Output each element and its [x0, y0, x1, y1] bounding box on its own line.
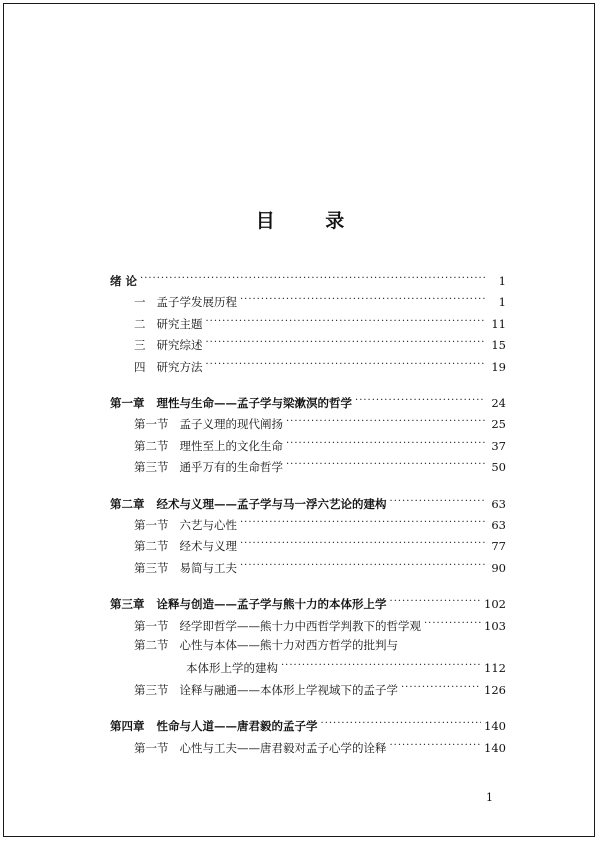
toc-entry-label: 第三节 [134, 460, 169, 475]
toc-chapter-entry[interactable] [110, 495, 506, 511]
toc-entry-page: 126 [484, 682, 506, 697]
toc-entry-title: 诠释与创造——孟子学与熊十力的本体形上学 [156, 597, 387, 612]
toc-section-entry[interactable] [110, 617, 506, 633]
page-number: 1 [486, 791, 493, 804]
toc-entry-page: 19 [491, 359, 506, 374]
toc-entry-separator [169, 539, 180, 553]
toc-leader-dots [205, 336, 485, 350]
toc-leader-dots [286, 415, 485, 429]
toc-entry-separator [169, 619, 180, 633]
toc-leader-dots [205, 358, 485, 372]
toc-entry-label: 第二节 [134, 438, 169, 453]
toc-leader-dots [240, 293, 485, 307]
toc-entry-title: 研究综述 [156, 338, 203, 353]
toc-entry-title: 研究主题 [156, 316, 203, 331]
toc-entry-separator [169, 439, 180, 453]
toc-section-entry[interactable] [110, 358, 506, 374]
toc-entry-label: 第一章 [110, 396, 145, 410]
toc-leader-dots [240, 516, 485, 530]
toc-entry-separator [169, 638, 180, 652]
toc-section-entry[interactable] [110, 336, 506, 352]
toc-entry-label: 第三节 [134, 560, 169, 575]
toc-leader-dots [401, 681, 481, 695]
toc-entry-page: 1 [498, 274, 506, 288]
toc-entry-page: 103 [484, 618, 506, 633]
toc-entry-label: 第三章 [110, 597, 145, 612]
toc-entry-title: 研究方法 [156, 359, 203, 374]
toc-section-entry[interactable] [110, 638, 506, 652]
toc-entry-separator [146, 295, 157, 309]
toc-entry-label: 第二章 [110, 496, 145, 511]
toc-leader-dots [286, 458, 485, 472]
toc-section-entry[interactable] [110, 437, 506, 453]
toc-section-entry[interactable] [110, 739, 506, 755]
toc-leader-dots [389, 739, 481, 753]
toc-entry-page: 90 [491, 560, 506, 575]
toc-section-entry[interactable] [110, 516, 506, 532]
toc-section-entry[interactable] [110, 659, 506, 675]
toc-entry-page: 77 [491, 539, 506, 554]
toc-entry-page: 63 [491, 518, 506, 532]
toc-chapter-entry[interactable] [110, 394, 506, 410]
toc-title: 目 录 [255, 210, 367, 232]
toc-entry-separator [146, 360, 157, 374]
toc-entry-separator [169, 518, 180, 532]
toc-leader-dots [424, 617, 481, 631]
toc-entry-label: 第一节 [134, 518, 169, 532]
toc-entry-separator [169, 417, 180, 431]
toc-entry-page: 15 [491, 338, 506, 353]
toc-leader-dots [140, 272, 485, 286]
toc-entry-label: 第三节 [134, 682, 169, 697]
toc-entry-page: 11 [491, 316, 506, 331]
toc-section-entry[interactable] [110, 293, 506, 309]
toc-entry-label: 三 [134, 338, 146, 353]
toc-entry-label: 第一节 [134, 417, 169, 432]
toc-entry-title: 本体形上学的建构 [186, 661, 278, 676]
toc-entry-title: 经学即哲学——熊十力中西哲学判教下的哲学观 [179, 618, 421, 633]
toc-entry-title: 经术与义理——孟子学与马一浮六艺论的建构 [156, 496, 387, 511]
toc-entry-page: 37 [491, 438, 506, 453]
toc-entry-title: 心性与工夫——唐君毅对孟子心学的诠释 [179, 740, 387, 755]
toc-entry-separator [145, 597, 157, 611]
toc-leader-dots [205, 315, 485, 329]
toc-chapter-entry[interactable] [110, 717, 506, 733]
toc-entry-separator [169, 741, 180, 755]
toc-entry-separator [146, 317, 157, 331]
toc-entry-label: 第二节 [134, 539, 169, 554]
toc-entry-label: 四 [134, 359, 146, 374]
toc-leader-dots [240, 559, 485, 573]
toc-entry-label: 第二节 [134, 638, 169, 652]
toc-section-entry[interactable] [110, 415, 506, 431]
toc-leader-dots [321, 717, 482, 731]
toc-entry-title: 性命与人道——唐君毅的孟子学 [156, 719, 318, 734]
toc-entry-title: 理性至上的文化生命 [179, 438, 283, 453]
toc-entry-label: 第一节 [134, 618, 169, 633]
toc-entry-separator [169, 683, 180, 697]
toc-leader-dots [281, 659, 481, 673]
toc-entry-separator [146, 338, 157, 352]
toc-entry-separator [145, 396, 157, 410]
toc-section-entry[interactable] [110, 537, 506, 553]
toc-entry-page: 1 [498, 295, 506, 310]
toc-entry-title: 通乎万有的生命哲学 [179, 460, 283, 475]
toc-leader-dots [240, 537, 485, 551]
toc-entry-separator [145, 497, 157, 511]
toc-entry-page: 102 [484, 597, 506, 612]
toc-entry-page: 24 [491, 396, 506, 410]
toc-entry-separator [145, 719, 157, 733]
toc-entry-label: 一 [134, 295, 146, 310]
toc-entry-title: 六艺与心性 [179, 518, 237, 532]
toc-section-entry[interactable] [110, 458, 506, 474]
toc-entry-page: 140 [484, 719, 506, 734]
toc-entry-page: 112 [484, 661, 506, 676]
toc-entry-label: 二 [134, 316, 146, 331]
toc-section-entry[interactable] [110, 681, 506, 697]
toc-entry-title: 孟子义理的现代阐扬 [179, 417, 283, 432]
toc-section-entry[interactable] [110, 559, 506, 575]
toc-leader-dots [390, 595, 482, 609]
toc-chapter-entry[interactable] [110, 595, 506, 611]
toc-leader-dots [286, 437, 485, 451]
toc-entry-title: 经术与义理 [179, 539, 237, 554]
toc-entry-title: 易简与工夫 [179, 560, 237, 575]
toc-entry-label: 第四章 [110, 719, 145, 734]
toc-entry-separator [169, 561, 180, 575]
toc-entry-label: 第一节 [134, 740, 169, 755]
toc-entry-title: 孟子学发展历程 [156, 295, 237, 310]
toc-entry-title: 诠释与融通——本体形上学视域下的孟子学 [179, 682, 398, 697]
toc-entry-page: 25 [491, 417, 506, 432]
toc-entry-page: 63 [491, 496, 506, 511]
toc-entry-title: 理性与生命——孟子学与梁漱溟的哲学 [156, 396, 353, 410]
toc-entry-separator [169, 460, 180, 474]
toc-leader-dots [355, 394, 485, 408]
toc-entry-page: 140 [484, 740, 506, 755]
toc-entry-label: 绪 论 [110, 274, 138, 288]
toc-leader-dots [390, 495, 485, 509]
toc-entry-title: 心性与本体——熊十力对西方哲学的批判与 [179, 638, 398, 652]
toc-section-entry[interactable] [110, 315, 506, 331]
toc-entry-page: 50 [491, 460, 506, 475]
toc-chapter-entry[interactable] [110, 272, 506, 288]
